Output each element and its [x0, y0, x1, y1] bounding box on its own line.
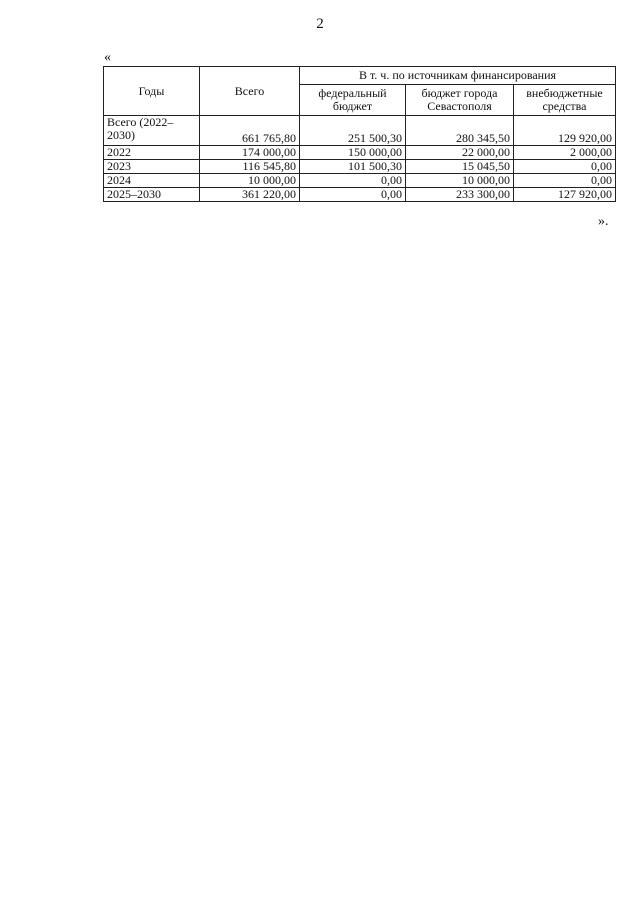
cell-extra: 127 920,00: [514, 188, 616, 202]
table-row: [104, 188, 616, 202]
cell-total: 361 220,00: [200, 188, 300, 202]
closing-quote: ».: [598, 214, 609, 229]
cell-city: 280 345,50: [406, 116, 514, 146]
cell-federal: 101 500,30: [300, 160, 406, 174]
opening-quote: «: [104, 50, 111, 65]
table-row: [104, 160, 616, 174]
cell-federal: 0,00: [300, 188, 406, 202]
cell-year: 2022: [104, 146, 200, 160]
cell-total: 174 000,00: [200, 146, 300, 160]
cell-city: 15 045,50: [406, 160, 514, 174]
financing-table: [103, 66, 616, 202]
cell-total: 116 545,80: [200, 160, 300, 174]
header-city-budget: бюджет города Севастополя: [406, 85, 514, 116]
header-years: Годы: [104, 67, 200, 116]
cell-total: 10 000,00: [200, 174, 300, 188]
cell-federal: 150 000,00: [300, 146, 406, 160]
cell-extra: 0,00: [514, 174, 616, 188]
cell-year: 2024: [104, 174, 200, 188]
cell-extra: 0,00: [514, 160, 616, 174]
cell-year: Всего (2022–2030): [104, 116, 200, 146]
cell-city: 10 000,00: [406, 174, 514, 188]
table-row: [104, 146, 616, 160]
cell-year: 2023: [104, 160, 200, 174]
table-row: [104, 116, 616, 146]
header-federal-budget: федеральный бюджет: [300, 85, 406, 116]
header-extra-budget: внебюджетные средства: [514, 85, 616, 116]
cell-city: 233 300,00: [406, 188, 514, 202]
cell-federal: 0,00: [300, 174, 406, 188]
page-number: 2: [316, 16, 324, 32]
header-funding-sources: В т. ч. по источникам финансирования: [300, 67, 616, 85]
cell-city: 22 000,00: [406, 146, 514, 160]
cell-extra: 129 920,00: [514, 116, 616, 146]
table-row: [104, 174, 616, 188]
cell-year: 2025–2030: [104, 188, 200, 202]
cell-total: 661 765,80: [200, 116, 300, 146]
header-total: Всего: [200, 67, 300, 116]
cell-extra: 2 000,00: [514, 146, 616, 160]
cell-federal: 251 500,30: [300, 116, 406, 146]
